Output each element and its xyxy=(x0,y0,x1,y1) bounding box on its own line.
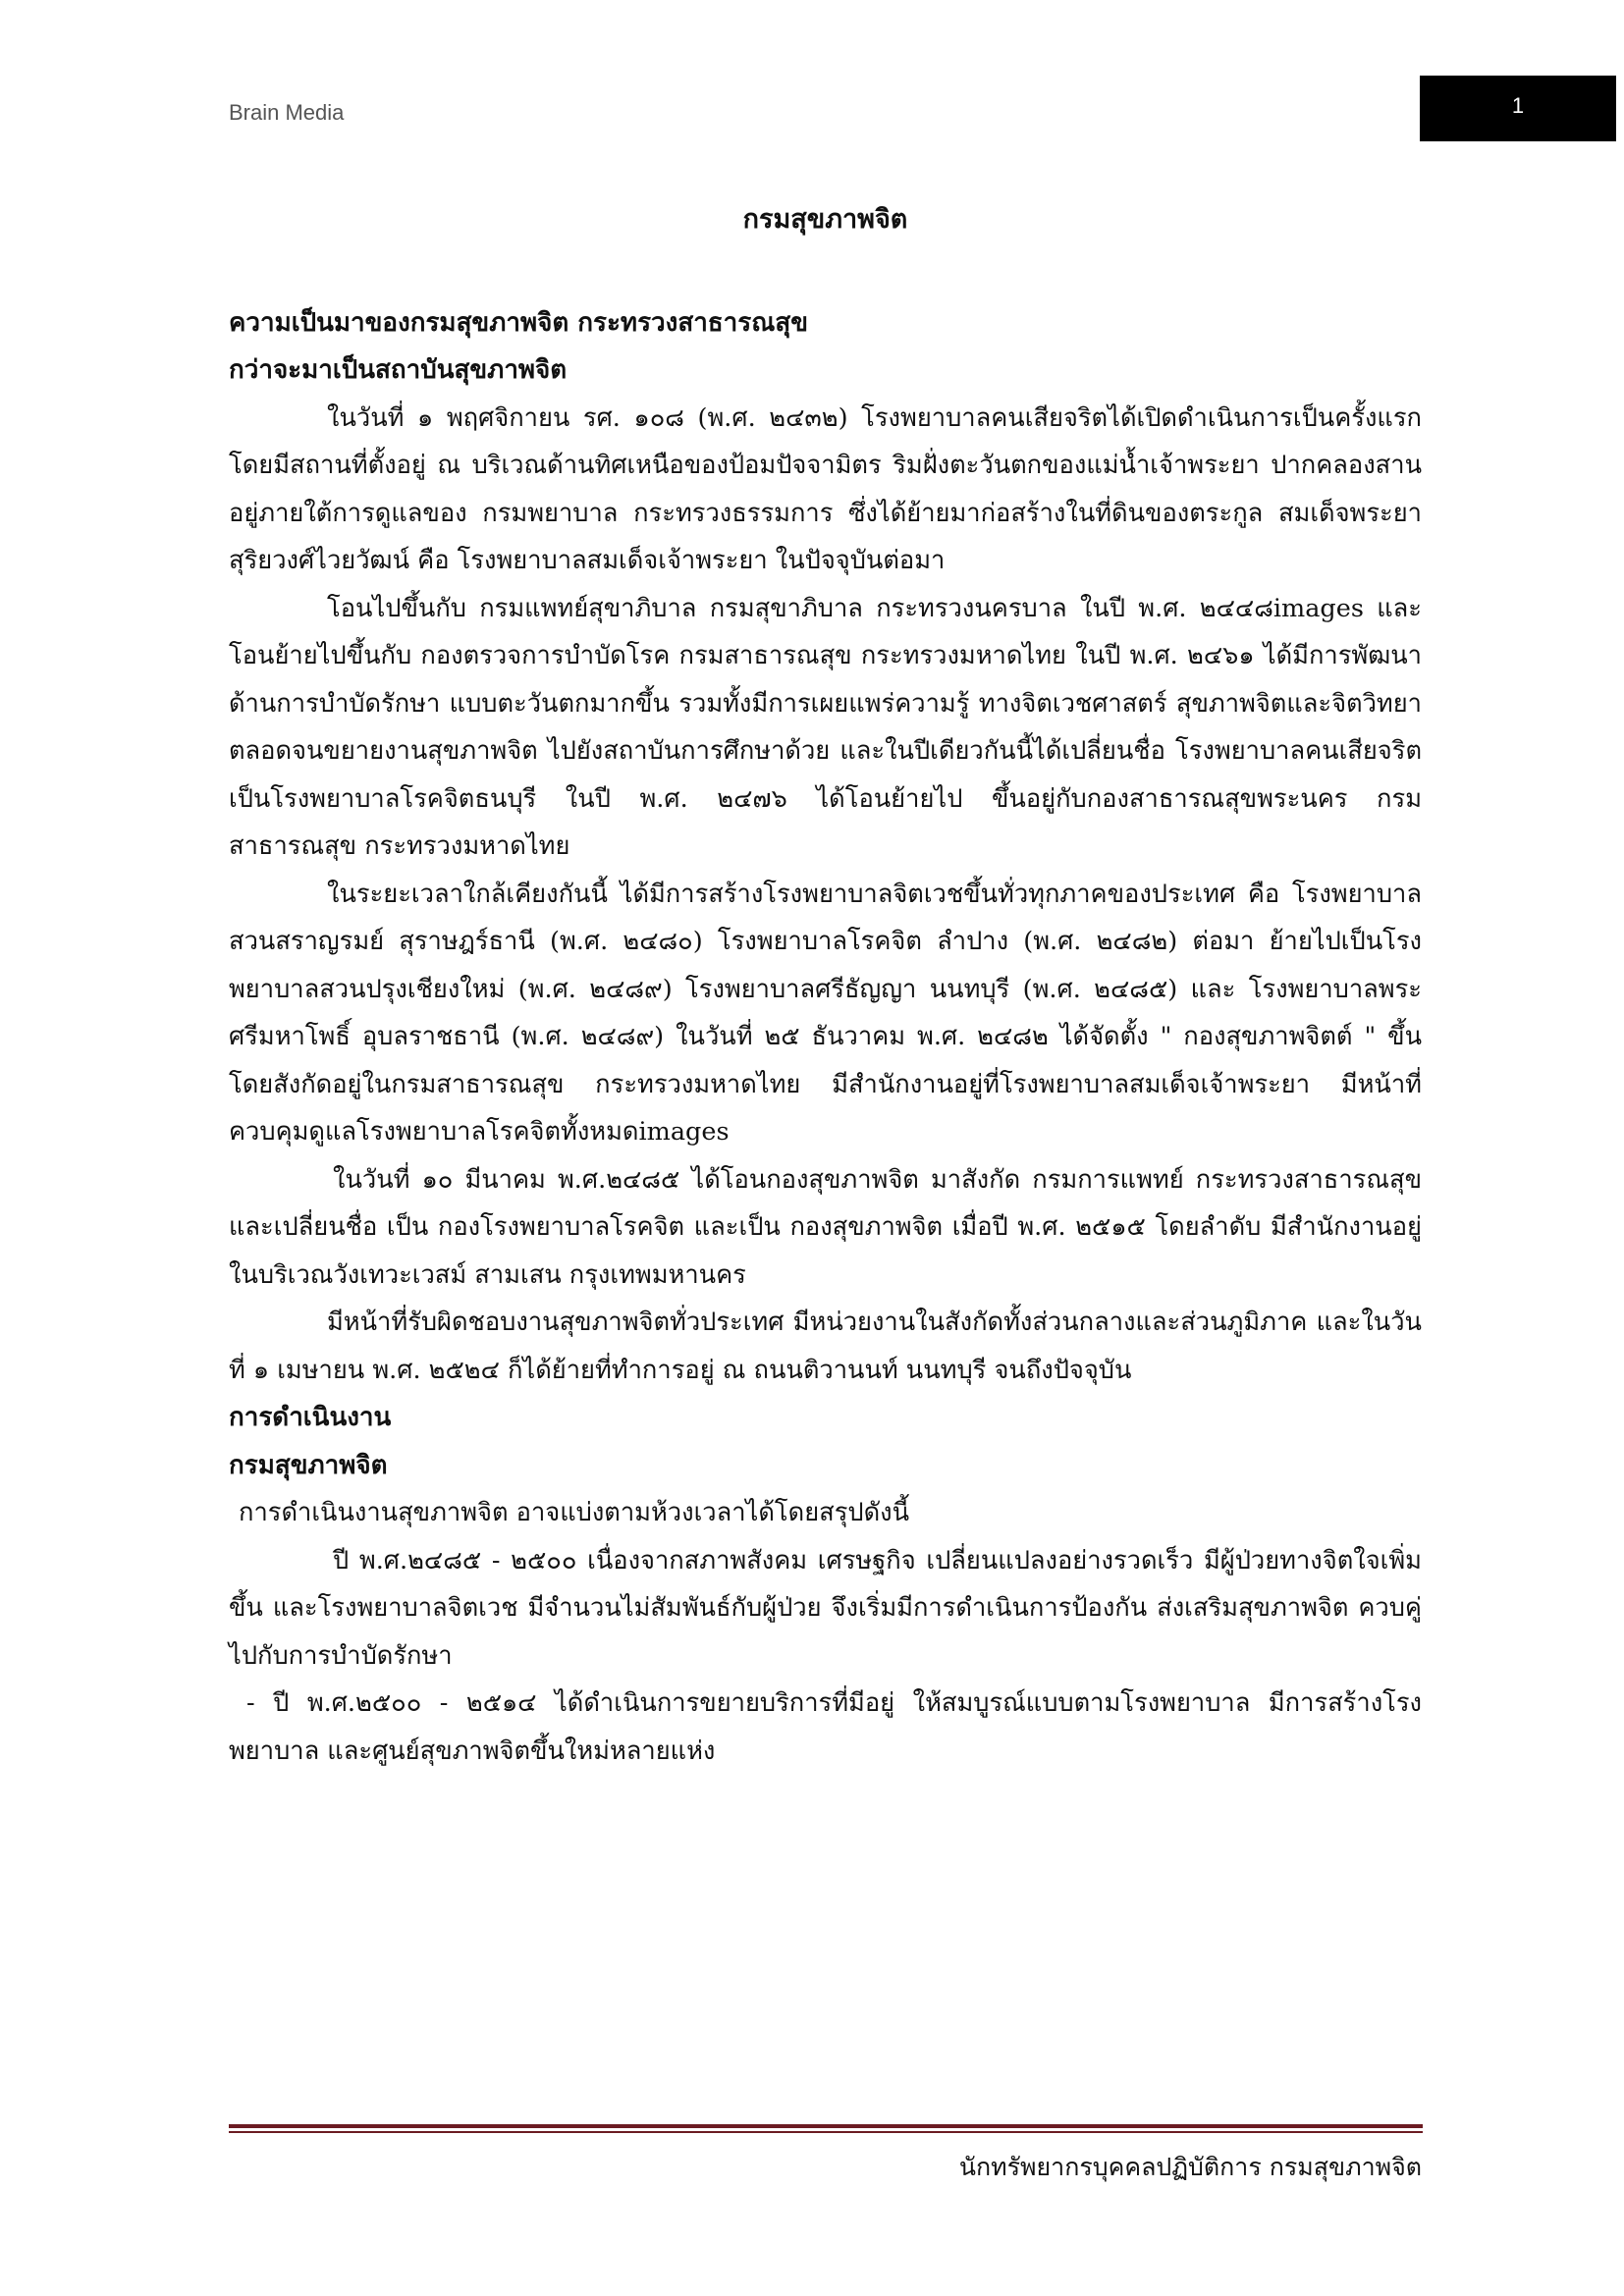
page-number: 1 xyxy=(1511,93,1525,118)
section-heading-history: ความเป็นมาของกรมสุขภาพจิต กระทรวงสาธารณสุข xyxy=(229,307,808,338)
paragraph-responsibility: มีหน้าที่รับผิดชอบงานสุขภาพจิตทั่วประเทศ มีหน่วยงานในสังกัดทั้งส่วนกลางและส่วนภูมิภาค และในวันที่ ๑ เมษายน พ.ศ. ๒๕๒๔ ก็ได้ย้ายที่ทำการอยู่ ณ ถนนติวานนท์ นนทบุรี จนถึงปัจจุบัน xyxy=(229,1308,1422,1385)
paragraph-transfer: โอนไปขึ้นกับ กรมแพทย์สุขาภิบาล กรมสุขาภิบาล กระทรวงนครบาล ในปี พ.ศ. ๒๔๔๘images และโอนย้ายไปขึ้นกับ กองตรวจการบำบัดโรค กรมสาธารณสุข กระทรวงมหาดไทย ในปี พ.ศ. ๒๔๖๑ ได้มีการพัฒนาด้านการบำบัดรักษา แบบตะวันตกมากขึ้น รวมทั้งมีการเผยแพร่ความรู้ ทางจิตเวชศาสตร์ สุขภาพจิตและจิตวิทยา ตลอดจนขยายงานสุขภาพจิต ไปยังสถาบันการศึกษาด้วย และในปีเดียวกันนี้ได้เปลี่ยนชื่อ โรงพยาบาลคนเสียจริต เป็นโรงพยาบาลโรคจิตธนบุรี ในปี พ.ศ. ๒๔๗๖ ได้โอนย้ายไป ขึ้นอยู่กับกองสาธารณสุขพระนคร กรมสาธารณสุข กระทรวงมหาดไทย xyxy=(229,593,1422,861)
paragraph-department-move: ในวันที่ ๑๐ มีนาคม พ.ศ.๒๔๘๕ ได้โอนกองสุขภาพจิต มาสังกัด กรมการแพทย์ กระทรวงสาธารณสุข และเปลี่ยนชื่อ เป็น กองโรงพยาบาลโรคจิต และเป็น กองสุขภาพจิต เมื่อปี พ.ศ. ๒๕๑๕ โดยลำดับ มีสำนักงานอยู่ในบริเวณวังเทวะเวสม์ สามเสน กรุงเทพมหานคร xyxy=(229,1164,1422,1290)
paragraph-founding: ในวันที่ ๑ พฤศจิกายน รศ. ๑๐๘ (พ.ศ. ๒๔๓๒) โรงพยาบาลคนเสียจริตได้เปิดดำเนินการเป็นครั้งแรก โดยมีสถานที่ตั้งอยู่ ณ บริเวณด้านทิศเหนือของป้อมปัจจามิตร ริมฝั่งตะวันตกของแม่น้ำเจ้าพระยา ปากคลองสาน อยู่ภายใต้การดูแลของ กรมพยาบาล กระทรวงธรรมการ ซึ่งได้ย้ายมาก่อสร้างในที่ดินของตระกูล สมเด็จพระยาสุริยวงศ์ไวยวัฒน์ คือ โรงพยาบาลสมเด็จเจ้าพระยา ในปัจจุบันต่อมา xyxy=(229,402,1422,575)
paragraph-hospitals: ในระยะเวลาใกล้เคียงกันนี้ ได้มีการสร้างโรงพยาบาลจิตเวชขึ้นทั่วทุกภาคของประเทศ คือ โรงพยาบาลสวนสราญรมย์ สุราษฎร์ธานี (พ.ศ. ๒๔๘๐) โรงพยาบาลโรคจิต ลำปาง (พ.ศ. ๒๔๘๒) ต่อมา ย้ายไปเป็นโรงพยาบาลสวนปรุงเชียงใหม่ (พ.ศ. ๒๔๘๙) โรงพยาบาลศรีธัญญา นนทบุรี (พ.ศ. ๒๔๘๕) และ โรงพยาบาลพระศรีมหาโพธิ์ อุบลราชธานี (พ.ศ. ๒๔๘๙) ในวันที่ ๒๕ ธันวาคม พ.ศ. ๒๔๘๒ ได้จัดตั้ง " กองสุขภาพจิตต์ " ขึ้น โดยสังกัดอยู่ในกรมสาธารณสุข กระทรวงมหาดไทย มีสำนักงานอยู่ที่โรงพยาบาลสมเด็จเจ้าพระยา มีหน้าที่ควบคุมดูแลโรงพยาบาลโรคจิตทั้งหมดimages xyxy=(229,879,1422,1147)
footer-rule-thin xyxy=(229,2131,1423,2133)
section-heading-operations: การดำเนินงาน xyxy=(229,1403,392,1432)
document-body xyxy=(229,196,1422,1775)
document-title: กรมสุขภาพจิต xyxy=(742,204,908,235)
header-brand: Brain Media xyxy=(229,100,345,125)
paragraph-operations-intro: การดำเนินงานสุขภาพจิต อาจแบ่งตามห้วงเวลาได้โดยสรุปดังนี้ xyxy=(239,1498,910,1527)
paragraph-period-2500: - ปี พ.ศ.๒๕๐๐ - ๒๕๑๔ ได้ดำเนินการขยายบริการที่มีอยู่ ให้สมบูรณ์แบบตามโรงพยาบาล มีการสร้างโรงพยาบาล และศูนย์สุขภาพจิตขึ้นใหม่หลายแห่ง xyxy=(229,1688,1422,1766)
section-subheading-operations: กรมสุขภาพจิต xyxy=(229,1450,388,1480)
footer-text: นักทรัพยากรบุคคลปฏิบัติการ กรมสุขภาพจิต xyxy=(958,2153,1422,2181)
footer-rule-thick xyxy=(229,2124,1423,2128)
paragraph-period-2485: ปี พ.ศ.๒๔๘๕ - ๒๕๐๐ เนื่องจากสภาพสังคม เศรษฐกิจ เปลี่ยนแปลงอย่างรวดเร็ว มีผู้ป่วยทางจิตใจเพิ่มขึ้น และโรงพยาบาลจิตเวช มีจำนวนไม่สัมพันธ์กับผู้ป่วย จึงเริ่มมีการดำเนินการป้องกัน ส่งเสริมสุขภาพจิต ควบคู่ไปกับการบำบัดรักษา xyxy=(229,1545,1422,1671)
page-number-box xyxy=(1420,76,1616,141)
section-subheading-history: กว่าจะมาเป็นสถาบันสุขภาพจิต xyxy=(229,355,568,385)
